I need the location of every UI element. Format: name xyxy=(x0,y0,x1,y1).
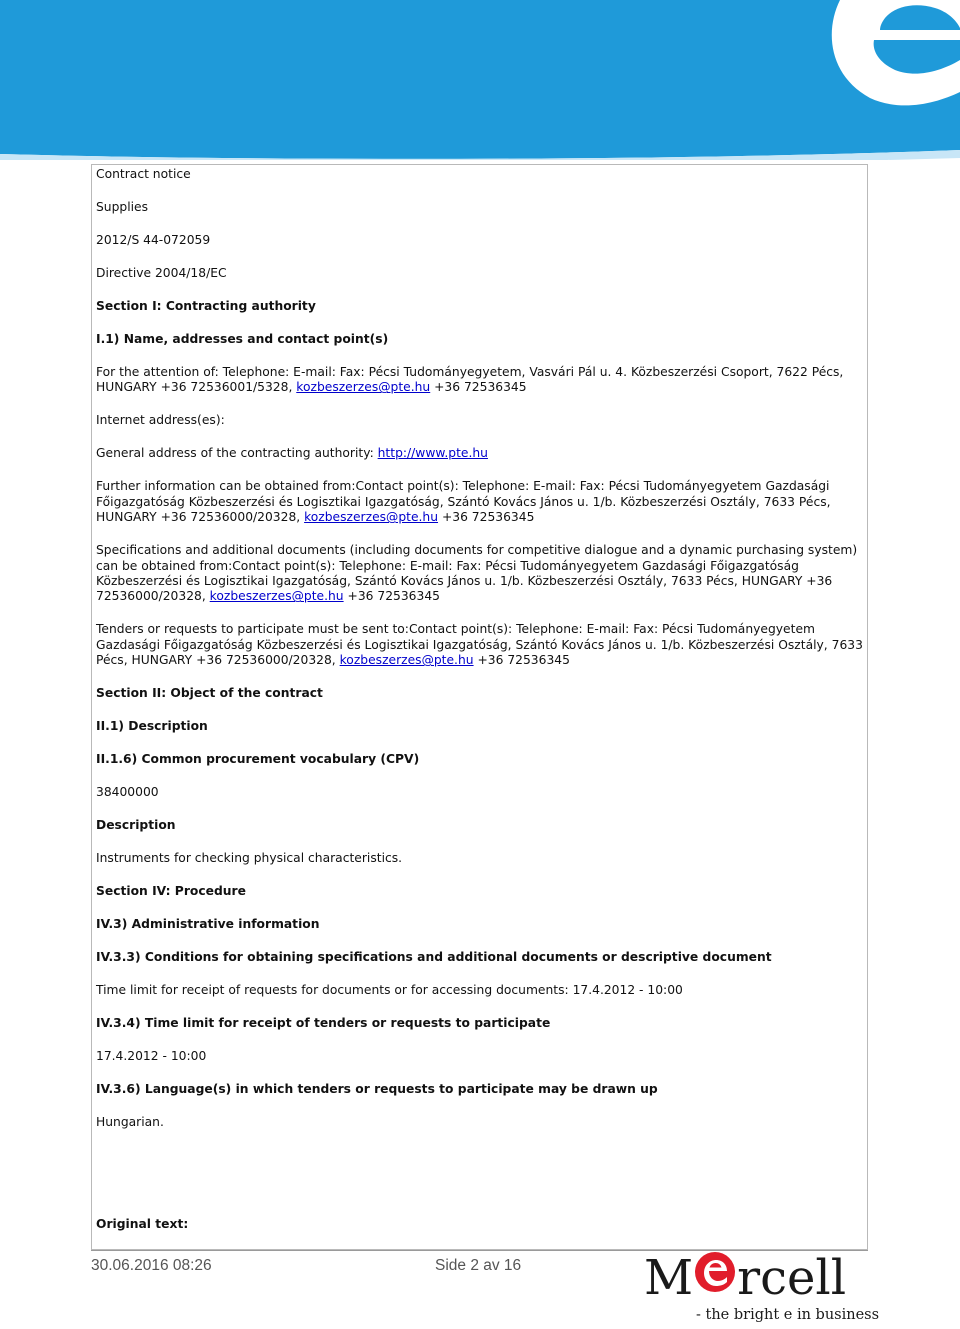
notice-directive: Directive 2004/18/EC xyxy=(96,266,227,280)
footer-timestamp: 30.06.2016 08:26 xyxy=(91,1257,212,1274)
footer-page-number: Side 2 av 16 xyxy=(435,1257,522,1274)
tenders-fax: +36 72536345 xyxy=(473,653,570,668)
logo-text-before: M xyxy=(644,1250,694,1306)
header-banner xyxy=(0,0,960,160)
section-2-title: Section II: Object of the contract xyxy=(96,686,323,701)
time-limit-documents: Time limit for receipt of requests for documents or for accessing documents: 17.4.2012 - 10:00 xyxy=(96,983,683,998)
general-address-paragraph xyxy=(96,446,866,461)
logo-tagline: - the bright e in business xyxy=(696,1307,880,1323)
specifications-text: Specifications and additional documents (including documents for competitive dialogue and a dynamic purchasing system) can be obtained from:Contact point(s): Telephone: E-mail: Fax: Pécsi Tudományegyetem Gazdasági Főigazgatóság Közbeszerzési és Logisztikai Igazgatóság, Szántó Kovács János u. 1/b. Közbeszerzési Osztály, 7633 Pécs, HUNGARY +36 72536000/20328, xyxy=(96,543,858,604)
attention-paragraph xyxy=(96,365,866,396)
iv-3-6-value: Hungarian. xyxy=(96,1115,164,1130)
cpv-code: 38400000 xyxy=(96,785,159,800)
attention-text: For the attention of: Telephone: E-mail: Fax: Pécsi Tudományegyetem, Vasvári Pál u. 4. Közbeszerzési Csoport, 7622 Pécs, HUNGARY +36 72536001/5328, xyxy=(96,365,844,395)
tenders-text: Tenders or requests to participate must be sent to:Contact point(s): Telephone: E-mail: Fax: Pécsi Tudományegyetem Gazdasági Főigazgatóság Közbeszerzési és Logisztikai Igazgatóság, Szántó Kovács János u. 1/b. Közbeszerzési Osztály, 7633 Pécs, HUNGARY +36 72536000/20328, xyxy=(96,622,863,668)
section-1-1-title: I.1) Name, addresses and contact point(s) xyxy=(96,332,389,346)
notice-type: Contract notice xyxy=(96,167,191,181)
further-info-email-link[interactable]: kozbeszerzes@pte.hu xyxy=(304,510,439,525)
specifications-fax: +36 72536345 xyxy=(343,589,440,604)
section-2-1-title: II.1) Description xyxy=(96,719,208,734)
attention-fax: +36 72536345 xyxy=(430,380,527,395)
attention-email-link[interactable]: kozbeszerzes@pte.hu xyxy=(296,380,431,395)
notice-category: Supplies xyxy=(96,200,149,214)
logo-text-after: rcell xyxy=(737,1250,847,1306)
further-info-paragraph xyxy=(96,479,866,525)
original-text-label: Original text: xyxy=(96,1217,189,1231)
internet-address-label: Internet address(es): xyxy=(96,413,225,428)
iv-3-3-title: IV.3.3) Conditions for obtaining specifications and additional documents or descriptive document xyxy=(96,950,772,965)
general-address-label: General address of the contracting authority: xyxy=(96,446,378,461)
e-circle-icon xyxy=(695,1252,735,1292)
section-1-title: Section I: Contracting authority xyxy=(96,299,316,313)
mercell-logo xyxy=(644,1250,880,1328)
tenders-paragraph xyxy=(96,622,866,668)
section-4-title: Section IV: Procedure xyxy=(96,884,246,899)
iv-3-4-title: IV.3.4) Time limit for receipt of tenders or requests to participate xyxy=(96,1016,551,1031)
specifications-paragraph xyxy=(96,543,866,605)
iv-3-6-title: IV.3.6) Language(s) in which tenders or requests to participate may be drawn up xyxy=(96,1082,658,1097)
cpv-title: II.1.6) Common procurement vocabulary (CPV) xyxy=(96,752,420,767)
general-address-link[interactable]: http://www.pte.hu xyxy=(377,446,488,461)
iv-3-4-value: 17.4.2012 - 10:00 xyxy=(96,1049,207,1064)
specifications-email-link[interactable]: kozbeszerzes@pte.hu xyxy=(209,589,344,604)
description-text: Instruments for checking physical characteristics. xyxy=(96,851,403,866)
further-info-text: Further information can be obtained from:Contact point(s): Telephone: E-mail: Fax: Pécsi Tudományegyetem Gazdasági Főigazgatóság Közbeszerzési és Logisztikai Igazgatóság, Szántó Kovács János u. 1/b. Közbeszerzési Osztály, 7633 Pécs, HUNGARY +36 72536000/20328, xyxy=(96,479,831,525)
further-info-fax: +36 72536345 xyxy=(438,510,535,525)
section-4-3-title: IV.3) Administrative information xyxy=(96,917,320,932)
logo-wordmark xyxy=(644,1250,847,1306)
tenders-email-link[interactable]: kozbeszerzes@pte.hu xyxy=(339,653,474,668)
document-content xyxy=(96,167,866,1148)
notice-reference: 2012/S 44-072059 xyxy=(96,233,211,247)
description-label: Description xyxy=(96,818,176,833)
